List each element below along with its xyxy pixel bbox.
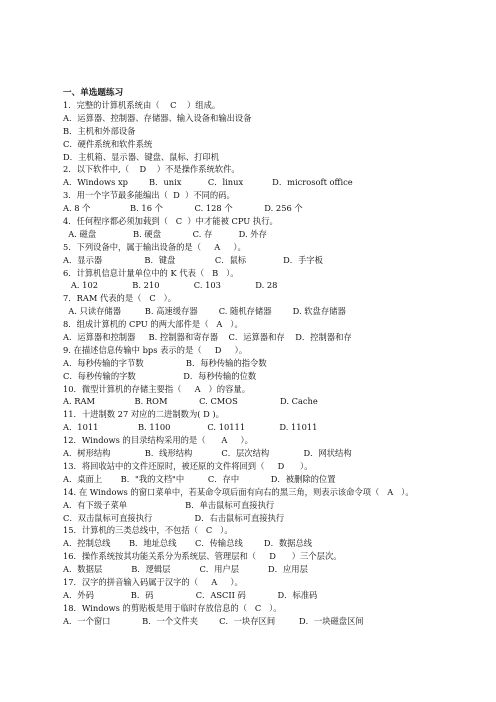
question-line: 14. 在 Windows 的窗口菜单中，若某命令项后面有向右的黑三角，则表示该命令项（ A ）。 [63, 486, 414, 497]
question-line: A. 102 B. 210 C. 103 D. 28 [63, 280, 278, 291]
question-line: A．控制总线 B．地址总线 C．传输总线 D．数据总线 [63, 538, 313, 549]
question-line: 8．组成计算机的 CPU 的两大部件是（ A ）。 [63, 319, 243, 330]
question-line: 9. 在描述信息传输中 bps 表示的是（ D ）。 [63, 344, 248, 355]
question-line: A．数据层 B．逻辑层 C．用户层 D．应用层 [63, 564, 308, 575]
question-line: 13．将回收站中的文件还原时，被还原的文件将回到（ D ）。 [63, 460, 313, 471]
question-line: 6．计算机信息计量单位中的 K 代表（ B ）。 [63, 267, 239, 278]
question-line: A．一个窗口 B．一个文件夹 C．一块存区间 D．一块磁盘区间 [63, 615, 364, 626]
question-line: A．1011 B. 1100 C. 10111 D. 11011 [63, 422, 318, 433]
question-line: C．硬件系统和软件系统 [63, 138, 153, 149]
question-line: D．主机箱、显示器、键盘、鼠标、打印机 [63, 151, 219, 162]
question-line: A. 只读存储器 B. 高速缓存器 C. 随机存储器 D. 软盘存储器 [63, 306, 346, 317]
question-line: 3．用一个字节最多能编出（ D ）不同的码。 [63, 190, 235, 201]
question-line: 7．RAM 代表的是（ C ）。 [63, 293, 177, 304]
question-list [63, 99, 483, 628]
question-line: 18．Windows 的剪贴板是用于临时存放信息的（ C ）。 [63, 602, 282, 613]
question-line: C．双击鼠标可直接执行 D．右击鼠标可直接执行 [63, 512, 285, 523]
question-line: 2．以下软件中,（ D ）不是操作系统软件。 [63, 164, 240, 175]
question-line: A．显示器 B．键盘 C．鼠标 D．手字板 [63, 254, 323, 265]
question-line: B．主机和外部设备 [63, 125, 136, 136]
question-line: A．外码 B．码 C．ASCII 码 D．标准码 [63, 589, 318, 600]
question-line: 4．任何程序都必须加载到（ C ）中才能被 CPU 执行。 [63, 216, 278, 227]
question-line: A．运算器和控制器 B. 控制器和寄存器 C．运算器和存 D．控制器和存 [63, 332, 352, 343]
question-line: 17．汉字的拼音输入码属于汉字的（ A ）。 [63, 576, 243, 587]
question-line: A．有下级子菜单 B．单击鼠标可直接执行 [63, 499, 275, 510]
question-line: 10．微型计算机的存储主要指（ A ）的容量。 [63, 383, 250, 394]
question-line: A．Windows xp B．unix C．linux D．microsoft office [63, 177, 353, 188]
section-title: 一、单选题练习 [63, 88, 124, 98]
question-line: A．树形结构 B．线形结构 C．层次结构 D．网状结构 [63, 448, 352, 459]
question-line: 16．操作系统按其功能关系分为系统层、管理层和（ D ）三个层次。 [63, 551, 342, 562]
question-line: A．每秒传输的字节数 B．每秒传输的指令数 [63, 357, 267, 368]
question-line: A．运算器、控制器、存储器、输入设备和输出设备 [63, 112, 252, 123]
question-line: A．桌面上 B．"我的文档"中 C．存中 D．被删除的位置 [63, 473, 336, 484]
question-line: 15．计算机的三类总线中，不包括（ C ）。 [63, 525, 233, 536]
question-line: A. 8 个 B. 16 个 C. 128 个 D. 256 个 [63, 203, 303, 214]
question-line: 5．下列设备中，属于输出设备的是（ A ）。 [63, 241, 246, 252]
question-line: A. RAM B. ROM C. CMOS D. Cache [63, 396, 318, 407]
question-line: 11．十进制数 27 对应的二进制数为( D )。 [63, 409, 224, 420]
question-line: 12．Windows 的目录结构采用的是（ A ）。 [63, 435, 253, 446]
question-line: C．每秒传输的字数 D．每秒传输的位数 [63, 370, 257, 381]
question-line: 1．完整的计算机系统由（ C ）组成。 [63, 100, 221, 110]
question-line: A. 磁盘 B. 硬盘 C. 存 D. 外存 [63, 228, 267, 239]
